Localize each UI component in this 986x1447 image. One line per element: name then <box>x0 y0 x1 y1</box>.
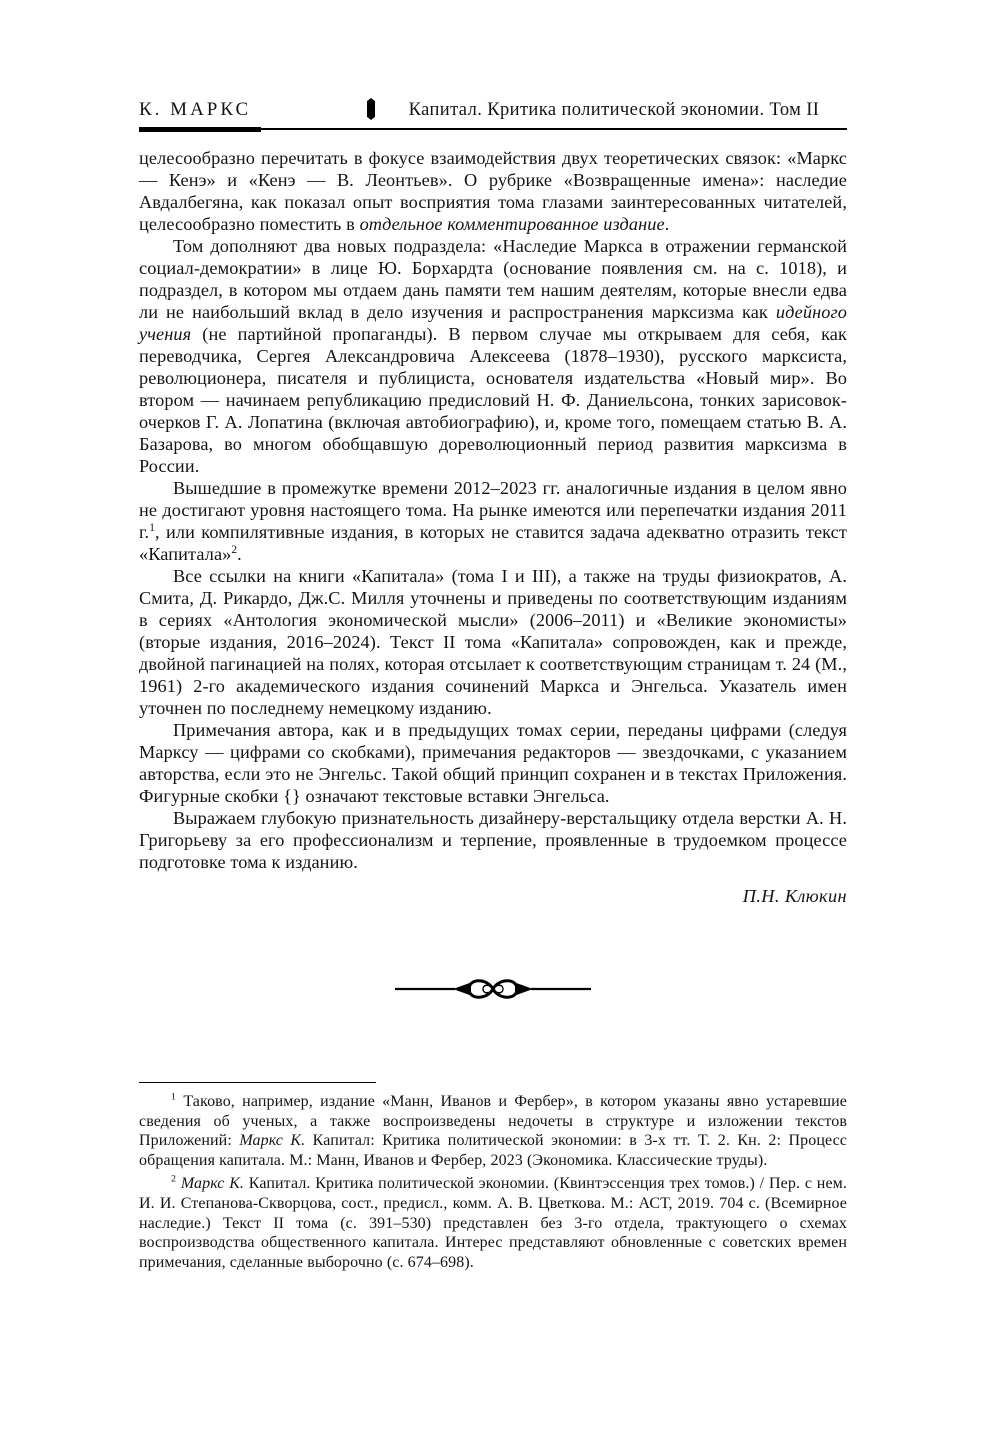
footnote-separator <box>139 1082 376 1083</box>
signature: П.Н. Клюкин <box>742 886 847 906</box>
body-paragraph <box>139 565 847 719</box>
header-author: К. МАРКС <box>139 99 252 120</box>
text-run: Примечания автора, как и в предыдущих томах серии, переданы цифрами (следуя Марксу — цифрами со скобками), примечания редакторов — звездочками, с указанием авторства, если это не Энгельс. Такой общий принцип сохранен и в текстах Приложения. Фигурные скобки {} означают текстовые вставки Энгельса. <box>139 720 847 806</box>
ornament-flourish-icon <box>395 971 591 1007</box>
text-run: целесообразно перечитать в фокусе взаимодействия двух теоретических связок: «Маркс — Кенэ» и «Кенэ — В. Леонтьев». О рубрике «Возвращенные имена»: наследие Авдалбегяна, как показал опыт восприятия тома глазами заинтересованных читателей, целесообразно поместить в <box>139 148 847 234</box>
body-paragraph <box>139 807 847 873</box>
header-title: Капитал. Критика политической экономии. Том II <box>408 100 820 120</box>
footnote-marker: 2 <box>171 1174 177 1186</box>
header-author-rule <box>139 127 261 132</box>
footnotes <box>139 1092 847 1272</box>
text-run: . <box>664 214 670 234</box>
text-run: . <box>237 544 242 564</box>
italic-run: идейного учения <box>139 302 847 344</box>
italic-run: Маркс К. <box>239 1132 306 1150</box>
footnote-marker: 1 <box>149 521 155 534</box>
text-run: Капитал: Критика политической экономии: в 3-х тт. Т. 2. Кн. 2: Процесс обращения капитала. М.: Манн, Иванов и Фербер, 2023 (Экономика. Классические труды). <box>139 1132 847 1169</box>
italic-run: отдельное комментированное издание <box>359 214 665 234</box>
text-run: (не партийной пропаганды). В первом случае мы открываем для себя, как переводчика, Сергея Александровича Алексеева (1878–1930), русского марксиста, революционера, писателя и публициста, основателя издательства «Новый мир». Во втором — начинаем републикацию предисловий Н. Ф. Даниельсона, тонких зарисовок-очерков Г. А. Лопатина (включая автобиографию), и, кроме того, помещаем статью В. А. Базарова, во многом обобщавшую дореволюционный период развития марксизма в России. <box>139 324 847 476</box>
italic-run: Маркс К. <box>180 1175 245 1193</box>
text-run: Капитал. Критика политической экономии. (Квинтэссенция трех томов.) / Пер. с нем. И. И. Степанова-Скворцова, сост., предисл., комм. А. В. Цветкова. М.: АСТ, 2019. 704 с. (Всемирное наследие.) Текст II тома (с. 391–530) представлен без 3-го отдела, трактующего о схемах воспроизводства общественного капитала. Интерес представляют обновленные с советских времен примечания, сделанные выборочно (с. 674–698). <box>139 1175 847 1271</box>
body-paragraph <box>139 235 847 477</box>
footnote <box>139 1174 847 1272</box>
running-header <box>139 98 847 130</box>
text-run: Вышедшие в промежутке времени 2012–2023 гг. аналогичные издания в целом явно не достигают уровня настоящего тома. На рынке имеются или перепечатки издания 2011 г. <box>139 478 847 542</box>
text-run: Все ссылки на книги «Капитала» (тома I и III), а также на труды физиократов, А. Смита, Д. Рикардо, Дж.С. Милля уточнены и приведены по соответствующим изданиям в сериях «Антология экономической мысли» (2006–2011) и «Великие экономисты» (вторые издания, 2016–2024). Текст II тома «Капитала» сопровожден, как и прежде, двойной пагинацией на полях, которая отсылает к соответствующим страницам т. 24 (М., 1961) 2-го академического издания сочинений Маркса и Энгельса. Указатель имен уточнен по последнему немецкому изданию. <box>139 566 847 718</box>
text-run: Выражаем глубокую признательность дизайнеру-верстальщику отдела верстки А. Н. Григорьеву за его профессионализм и терпение, проявленные в трудоемком процессе подготовке тома к изданию. <box>139 808 847 872</box>
body-paragraph <box>139 147 847 235</box>
footnote-marker: 1 <box>171 1091 177 1103</box>
footnote <box>139 1092 847 1170</box>
body-paragraph <box>139 719 847 807</box>
body-text <box>139 147 847 873</box>
ornament <box>139 971 847 1012</box>
body-paragraph <box>139 477 847 565</box>
text-run: Том дополняют два новых подраздела: «Наследие Маркса в отражении германской социал-демократии» в лице Ю. Борхардта (основание появления см. на с. 1018), и подраздел, в котором мы отдаем дань памяти тем нашим деятелям, которые внесли едва ли не наибольший вклад в дело изучения и распространения марксизма как <box>139 236 847 322</box>
header-divider-icon <box>367 98 375 120</box>
text-run: , или компилятивные издания, в которых не ставится задача адекватно отразить текст «Капитала» <box>139 522 847 564</box>
footnote-marker: 2 <box>231 543 238 556</box>
text-run: Таково, например, издание «Манн, Иванов и Фербер», в котором указаны явно устаревшие сведения об ученых, а также воспроизведены недочеты в структуре и изложении текстов Приложений: <box>139 1093 847 1150</box>
